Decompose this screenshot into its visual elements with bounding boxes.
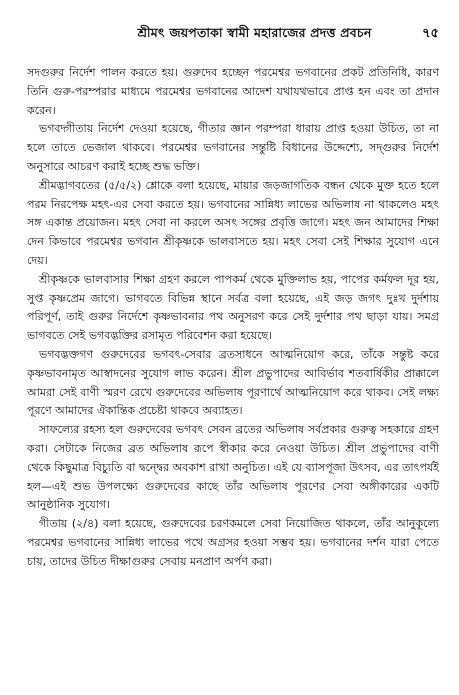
paragraph: ভগবদ্ভক্তগণ গুরুদেবের ভগবৎ-সেবার ব্রতসাধনে আত্মনিয়োগ করে, তাঁকে সন্তুষ্ট করে কৃষ্ণভাবনামৃত আস্বাদনের সুযোগ লাভ করেন। শ্রীল প্রভুপাদের আবির্ভাব শতবার্ষিকীর প্রাক্কালে আমরা সেই বাণী স্মরণ রেখে গুরুদেবের অভিলাষ পূরণার্থে আত্মনিয়োগ করে থাকব। সেই লক্ষ্য পূরণে আমাদের ঐকান্তিক প্রচেষ্টা থাকবে অব্যাহত। [27,347,439,418]
page-header [27,24,439,46]
paragraph: শ্রীমদ্ভাগবতের (৫/৫/২) শ্লোকে বলা হয়েছে, মায়ার জড়জাগতিক বন্ধন থেকে মুক্ত হতে হলে পরম নিরপেক্ষ মহৎ-এর সেবা করতে হয়। ভগবানের সান্নিধ্য লাভের অভিলাষ না থাকলেও মহৎ সঙ্গ একান্ত প্রয়োজন। মহৎ সেবা না করলে অসৎ সঙ্গের প্রবৃত্তি জাগে। মহৎ জন আমাদের শিক্ষা দেন কিভাবে পরমেশ্বর ভগবান শ্রীকৃষ্ণকে ভালবাসতে হয়। মহৎ সেবা সেই শিক্ষার সুযোগ এনে দেয়। [27,178,439,267]
paragraph: সদগুরুর নির্দেশ পালন করতে হয়। গুরুদেব হচ্ছেন পরমেশ্বর ভগবানের প্রকট প্রতিনিধি, কারণ তিনি গুরু-পরম্পরার মাধ্যমে পরমেশ্বর ভগবানের আদেশ যথাযথভাবে প্রাপ্ত হন এবং তা প্রদান করেন। [27,66,439,117]
running-title: শ্রীমৎ জয়পতাকা স্বামী মহারাজের প্রদত্ত প্রবচন [137,25,372,40]
paragraph: ভগবদ্গীতায় নির্দেশ দেওয়া হয়েছে, গীতার জ্ঞান পরম্পরা ধারায় প্রাপ্ত হওয়া উচিত, তা না হলে তাতে ভেজাল থাকবে। পরমেশ্বর ভগবানের সন্তুষ্টি বিধানের উদ্দেশ্যে, সদ্গুরুর নির্দেশ অনুসারে আচরণ করাই হচ্ছে শুদ্ধ ভক্তি। [27,122,439,173]
body-text [27,64,439,572]
paragraph: সাফল্যের রহস্য হল গুরুদেবের ভগবৎ সেবন ব্রতের অভিলাষ সর্বপ্রকার গুরুত্ব সহকারে গ্রহণ করা। সেটাকে নিজের ব্রত অভিলাষ রূপে স্বীকার করে নেওয়া উচিত। শ্রীল প্রভুপাদের বাণী থেকে কিছুমাত্র বিচ্যুতি বা দ্বন্দ্বের অবকাশ রাখা অনুচিত। এই যে ব্যাসপূজা উৎসব, এর তাৎপর্যই হল—এই শুভ উপলক্ষ্যে গুরুদেবের কাছে তাঁর অভিলাষ পূরণের সেবা অঙ্গীকারের একটি আনুষ্ঠানিক সুযোগ। [27,423,439,512]
page-number: ৭৫ [422,26,439,41]
paragraph: গীতায় (২/৪) বলা হয়েছে, গুরুদেবের চরণকমলে সেবা নিয়োজিত থাকলে, তাঁর আনুকূল্যে পরমেশ্বর ভগবানের সান্নিধ্য লাভের পথে অগ্রসর হওয়া সম্ভব হয়। ভগবানের দর্শন যারা পেতে চায়, তাদের উচিত দীক্ষাগুরুর সেবায় মনপ্রাণ অর্পণ করা। [27,517,439,568]
paragraph: শ্রীকৃষ্ণকে ভালবাসার শিক্ষা গ্রহণ করলে পাপকর্ম থেকে মুক্তিলাভ হয়, পাপের কর্মফল দূর হয়, সুপ্ত কৃষ্ণপ্রেম জাগে। ভাগবতে বিভিন্ন স্থানে সর্বত্র বলা হয়েছে, এই জড় জগৎ দুঃখ দুর্দশায় পরিপূর্ণ, তাই গুরুর নির্দেশে কৃষ্ণভাবনার পথ অনুসরণ করে সেই দুর্দশার পথ ছাড়া যায়। সমগ্র ভাগবতে সেই ভগবদ্ভক্তির রসামৃত পরিবেশন করা হয়েছে। [27,272,439,343]
